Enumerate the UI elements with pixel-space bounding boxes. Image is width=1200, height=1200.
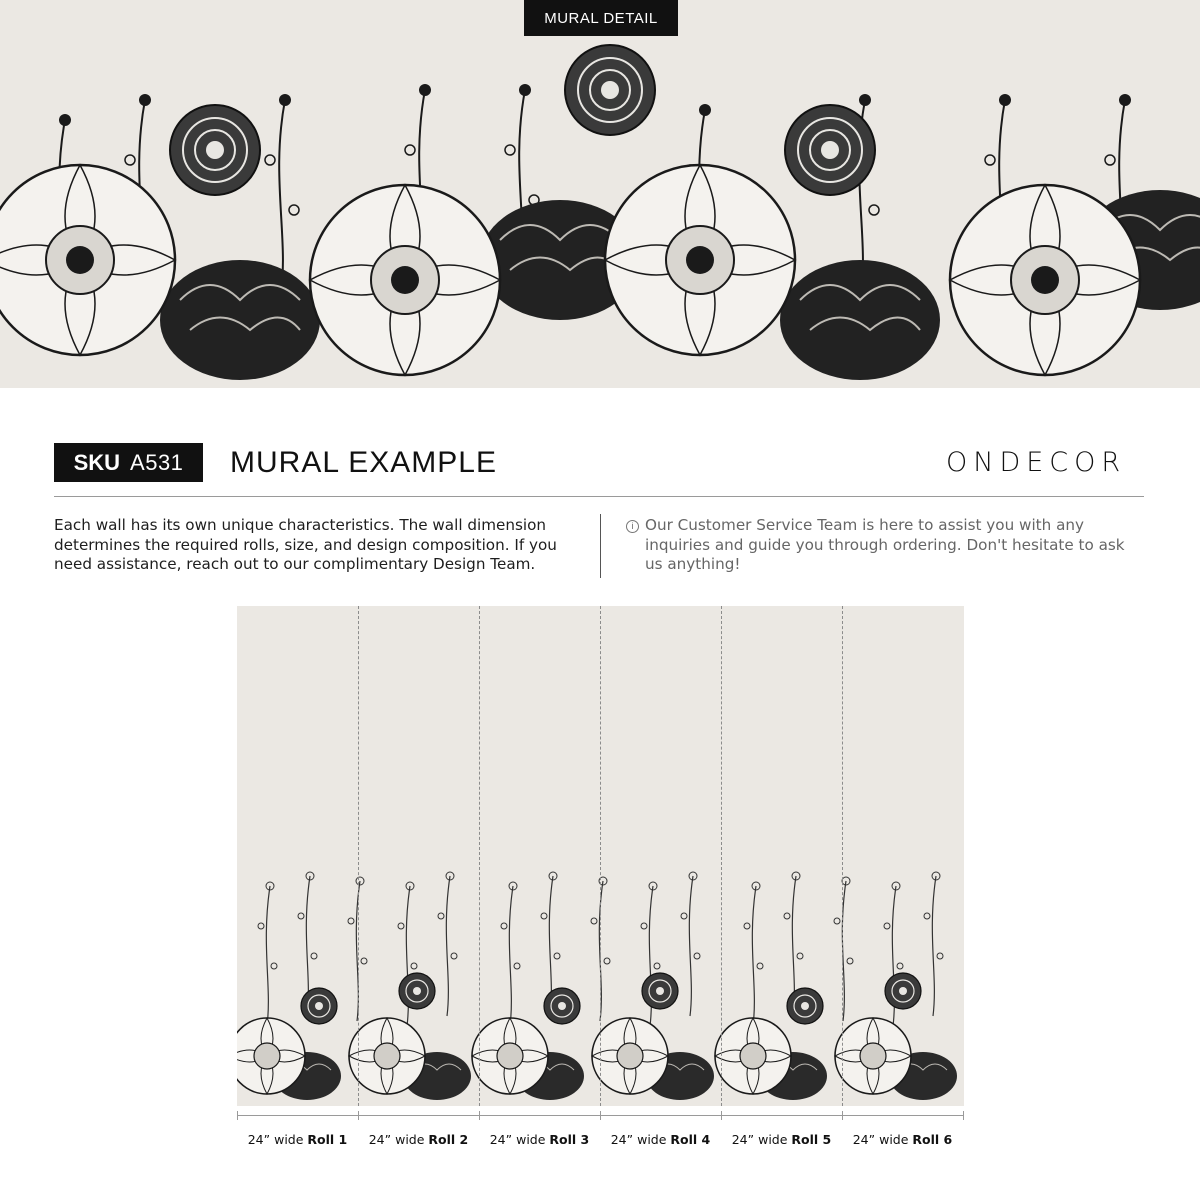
dimension-tick: [479, 1111, 480, 1120]
mural-detail-tag: MURAL DETAIL: [524, 0, 678, 36]
roll-width: 24” wide: [489, 1132, 546, 1147]
roll-name: Roll 1: [307, 1132, 348, 1147]
roll-seam: [358, 606, 359, 1106]
wall-dimension-info: Each wall has its own unique characteristics. The wall dimension determines the required rolls, size, and design composition. If you need assistance, reach out to our complimentary Design Team.: [54, 516, 557, 573]
dimension-tick: [842, 1111, 843, 1120]
mural-detail-image: [0, 0, 1200, 388]
floral-illustration-detail: [0, 0, 1200, 388]
roll-width: 24” wide: [731, 1132, 788, 1147]
dimension-tick: [358, 1111, 359, 1120]
roll-label-4: [600, 1132, 721, 1147]
roll-seam: [842, 606, 843, 1106]
brand-logo: ONDECOR: [946, 447, 1127, 478]
dimension-tick: [721, 1111, 722, 1120]
roll-width: 24” wide: [368, 1132, 425, 1147]
roll-seam: [721, 606, 722, 1106]
info-divider: [600, 514, 601, 578]
dimension-tick: [237, 1111, 238, 1120]
roll-name: Roll 3: [549, 1132, 590, 1147]
page-title: MURAL EXAMPLE: [230, 446, 497, 479]
roll-name: Roll 2: [428, 1132, 469, 1147]
roll-width: 24” wide: [247, 1132, 304, 1147]
sku-label: SKU: [73, 449, 121, 475]
roll-label-6: [842, 1132, 963, 1147]
roll-name: Roll 6: [912, 1132, 953, 1147]
sku-code: A531: [130, 449, 184, 475]
info-icon: i: [626, 520, 639, 533]
customer-service-info: [626, 516, 1146, 575]
roll-seam: [479, 606, 480, 1106]
roll-seam: [600, 606, 601, 1106]
roll-label-5: [721, 1132, 842, 1147]
roll-name: Roll 5: [791, 1132, 832, 1147]
roll-width: 24” wide: [610, 1132, 667, 1147]
dimension-tick: [600, 1111, 601, 1120]
roll-width: 24” wide: [852, 1132, 909, 1147]
roll-label-3: [479, 1132, 600, 1147]
sku-badge: [54, 443, 203, 482]
header-divider: [54, 496, 1144, 497]
roll-name: Roll 4: [670, 1132, 711, 1147]
mural-example-image: [237, 606, 964, 1106]
customer-service-text: Our Customer Service Team is here to assist you with any inquiries and guide you through ordering. Don't hesitate to ask us anything!: [645, 516, 1125, 573]
roll-label-1: [237, 1132, 358, 1147]
roll-label-2: [358, 1132, 479, 1147]
dimension-tick: [963, 1111, 964, 1120]
